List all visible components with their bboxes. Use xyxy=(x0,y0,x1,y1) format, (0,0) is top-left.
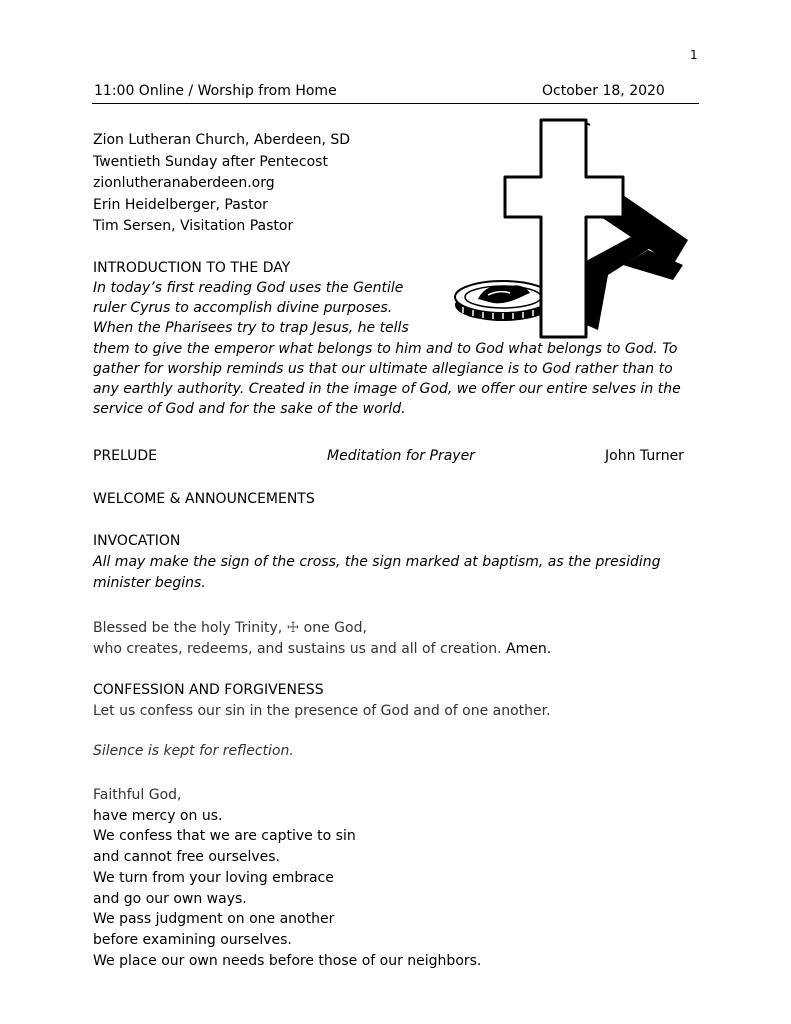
introduction-line: In today’s first reading God uses the Gentile xyxy=(93,280,404,296)
rubric-line: minister begins. xyxy=(93,575,206,591)
introduction-text xyxy=(93,278,713,419)
church-name: Zion Lutheran Church, Aberdeen, SD xyxy=(93,132,351,148)
confession-prayer xyxy=(93,785,481,971)
prayer-line: We place our own needs before those of our neighbors. xyxy=(93,952,482,969)
confession-intro: Let us confess our sin in the presence of God and of one another. xyxy=(93,703,551,719)
introduction-line: any earthly authority. Created in the image of God, we offer our entire selves in the xyxy=(93,381,681,398)
blessing-text: who creates, redeems, and sustains us and all of creation. xyxy=(93,641,502,657)
introduction-line: gather for worship reminds us that our ultimate allegiance is to God rather than to xyxy=(93,360,673,377)
church-website: zionlutheranaberdeen.org xyxy=(93,175,275,191)
prayer-line: Faithful God, xyxy=(93,787,182,803)
liturgical-day: Twentieth Sunday after Pentecost xyxy=(93,153,328,170)
prayer-line: have mercy on us. xyxy=(93,807,223,824)
visitation-pastor: Tim Sersen, Visitation Pastor xyxy=(93,218,294,234)
prelude-title: Meditation for Prayer xyxy=(327,448,475,464)
service-date: October 18, 2020 xyxy=(542,83,665,99)
service-title: 11:00 Online / Worship from Home xyxy=(94,83,337,99)
prelude-label: PRELUDE xyxy=(93,448,157,464)
amen-response: Amen. xyxy=(506,641,552,657)
page-number: 1 xyxy=(690,48,698,62)
prayer-line: We confess that we are captive to sin xyxy=(93,828,356,845)
invocation-rubric xyxy=(93,552,661,594)
silence-rubric: Silence is kept for reflection. xyxy=(93,743,294,759)
rubric-line: All may make the sign of the cross, the sign marked at baptism, as the presiding xyxy=(93,554,661,570)
prayer-line: before examining ourselves. xyxy=(93,931,292,948)
blessing xyxy=(93,618,551,660)
blessing-line: Blessed be the holy Trinity, ☩ one God, xyxy=(93,620,367,636)
prayer-line: We turn from your loving embrace xyxy=(93,869,334,886)
introduction-line: them to give the emperor what belongs to him and to God what belongs to God. To xyxy=(93,340,678,357)
prelude-composer: John Turner xyxy=(605,448,684,464)
church-info xyxy=(93,130,350,238)
prayer-line: We pass judgment on one another xyxy=(93,911,335,928)
prayer-line: and cannot free ourselves. xyxy=(93,849,281,866)
prayer-line: and go our own ways. xyxy=(93,890,247,907)
confession-heading: CONFESSION AND FORGIVENESS xyxy=(93,682,324,698)
header-divider xyxy=(92,103,699,104)
introduction-line: service of God and for the sake of the world. xyxy=(93,401,406,418)
pastor: Erin Heidelberger, Pastor xyxy=(93,196,268,213)
introduction-heading: INTRODUCTION TO THE DAY xyxy=(93,260,291,276)
introduction-line: ruler Cyrus to accomplish divine purposes. xyxy=(93,300,393,317)
blessing-line-2 xyxy=(93,639,551,660)
invocation-heading: INVOCATION xyxy=(93,533,181,549)
introduction-line: When the Pharisees try to trap Jesus, he tells xyxy=(93,320,409,337)
welcome-heading: WELCOME & ANNOUNCEMENTS xyxy=(93,491,315,507)
